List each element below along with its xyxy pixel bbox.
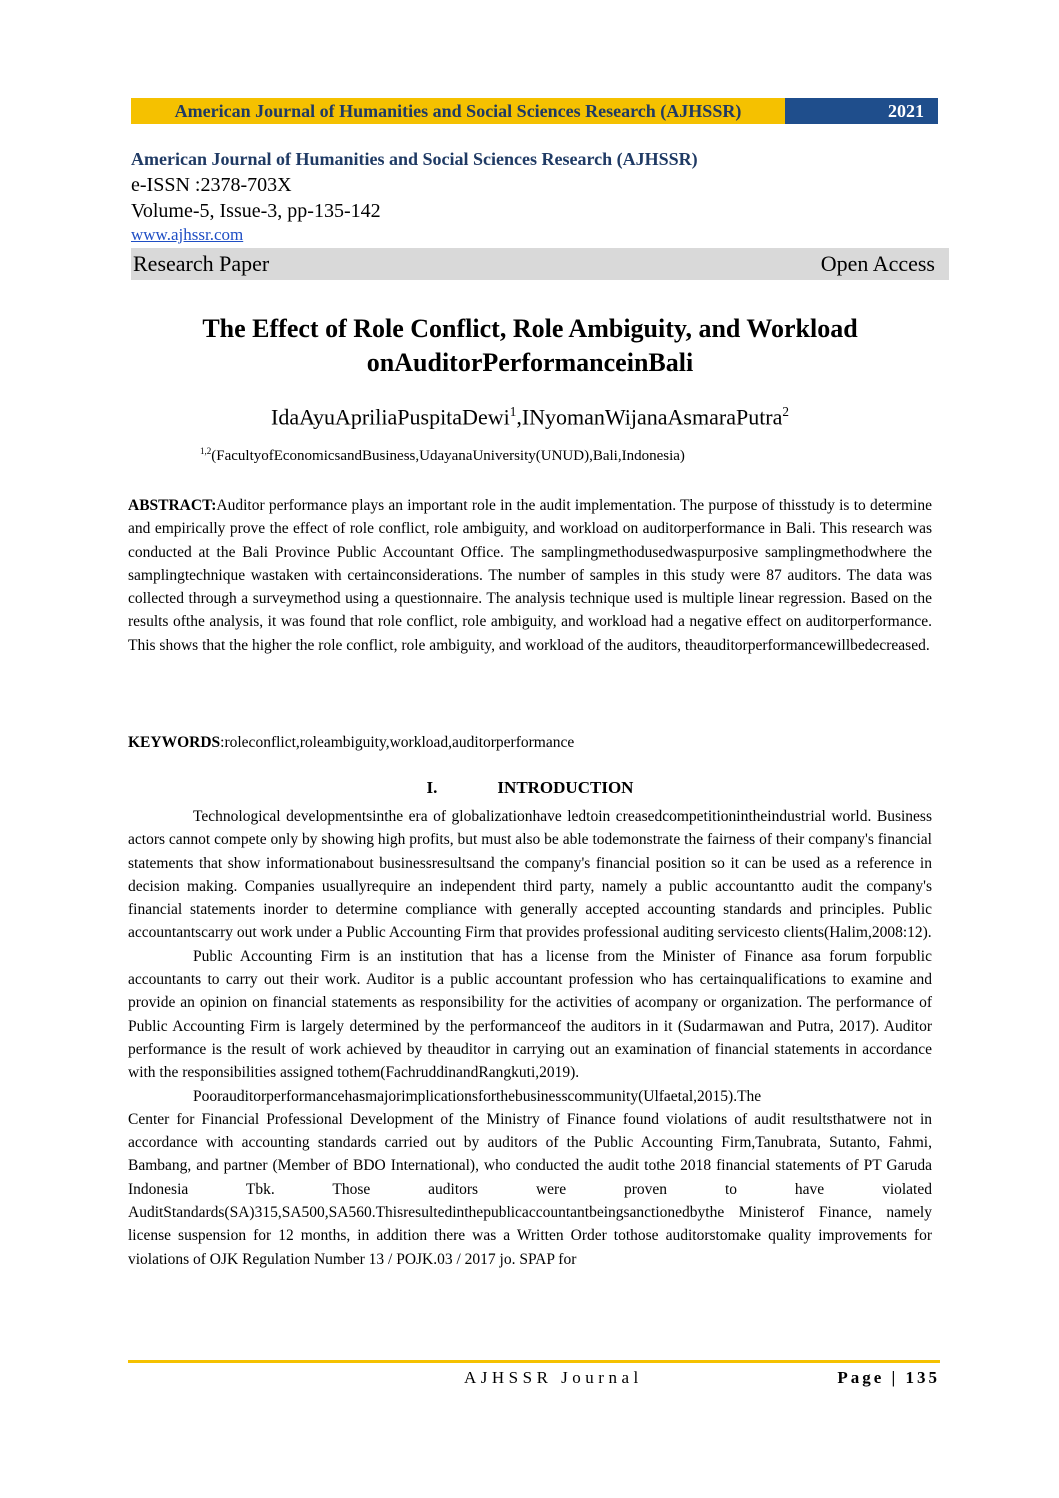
keywords-label: KEYWORDS <box>128 734 221 751</box>
journal-name: American Journal of Humanities and Social Sciences Research (AJHSSR) <box>131 149 698 169</box>
abstract-label: ABSTRACT: <box>128 497 217 514</box>
section-title: INTRODUCTION <box>497 778 634 797</box>
paragraph: Center for Financial Professional Development of the Ministry of Finance found violations of audit resultsthatwere not in accordance with accounting standards carried out by auditors of the Public Accounting Firm,Tanubrata, Sutanto, Fahmi, Bambang, and partner (Member of BDO International), who conducted the audit tothe 2018 financial statements of PT Garuda Indonesia Tbk. Those auditors were proven to have violated AuditStandards(SA)315,SA500,SA560.Thisresultedinthepublicaccountantbeingsanctionedbythe Ministerof Finance, namely license suspension for 12 months, in addition there was a Written Order tothose auditorstomake quality improvements for violations of OJK Regulation Number 13 / POJK.03 / 2017 jo. SPAP for <box>128 1110 932 1268</box>
author-1: IdaAyuApriliaPuspitaDewi <box>271 404 510 430</box>
access-type: Open Access <box>820 251 935 276</box>
abstract-text: Auditor performance plays an important role in the audit implementation. The purpose of thisstudy is to determine and empirically prove the effect of role conflict, role ambiguity, and workload on auditorperformance in Bali. This research was conducted at the Bali Province Public Accountant Office. The samplingmethodusedwaspurposive samplingmethodwhere the samplingtechnique wastaken with certainconsiderations. The number of samples in this study were 87 auditors. The data was collected through a surveymethod using a questionnaire. The analysis technique used is multiple linear regression. Based on the results ofthe analysis, it was found that role conflict, role ambiguity, and workload had a negative effect on auditorperformance. This shows that the higher the role conflict, role ambiguity, and workload of the auditors, theauditorperformancewillbedecreased. <box>128 497 932 654</box>
affiliation <box>200 446 900 465</box>
journal-banner <box>131 98 938 124</box>
section-number: I. <box>426 778 438 797</box>
journal-info <box>131 146 949 280</box>
affiliation-text: (FacultyofEconomicsandBusiness,UdayanaUniversity(UNUD),Bali,Indonesia) <box>211 448 685 464</box>
title-line-1: The Effect of Role Conflict, Role Ambiguity, and Workload <box>202 314 858 343</box>
paper-title <box>120 312 940 380</box>
paragraph: Technological developmentsinthe era of globalizationhave ledtoin creasedcompetitionintheindustrial world. Business actors cannot compete only by showing high profits, but must also be able todemonstrate the fairness of their company's financial statements that show informationabout businessresultsand the company's financial position so it can be used as a reference in decision making. Companies usuallyrequire an independent third party, namely a public accountantto audit the company's financial statements inorder to determine compliance with generally accepted accounting standards and principles. Public accountantscarry out work under a Public Accounting Firm that provides professional auditing servicesto clients(Halim,2008:12). <box>128 808 932 942</box>
affiliation-sup: 1,2 <box>200 446 212 456</box>
footer-rule <box>128 1360 940 1363</box>
banner-year: 2021 <box>785 98 938 124</box>
footer <box>128 1368 940 1392</box>
author-2-sup: 2 <box>782 404 789 419</box>
journal-volume: Volume-5, Issue-3, pp-135-142 <box>131 200 381 222</box>
paragraph: Poorauditorperformancehasmajorimplicationsforthebusinesscommunity(Ulfaetal,2015).The <box>193 1087 762 1105</box>
section-heading <box>128 778 932 798</box>
title-line-2: onAuditorPerformanceinBali <box>366 348 694 377</box>
footer-page-number: Page | 135 <box>837 1368 940 1387</box>
keywords <box>128 731 932 754</box>
authors <box>120 404 940 430</box>
journal-website-link[interactable]: www.ajhssr.com <box>131 225 244 244</box>
keywords-text: :roleconflict,roleambiguity,workload,auditorperformance <box>220 734 575 751</box>
journal-issn: e-ISSN :2378-703X <box>131 174 292 196</box>
banner-journal-name: American Journal of Humanities and Social Sciences Research (AJHSSR) <box>131 98 785 124</box>
abstract <box>128 494 932 657</box>
introduction-body <box>128 805 932 1271</box>
author-2: INyomanWijanaAsmaraPutra <box>521 404 783 430</box>
paper-type-bar <box>131 248 949 280</box>
author-separator: , <box>516 404 522 430</box>
author-1-sup: 1 <box>509 404 517 419</box>
paragraph: Public Accounting Firm is an institution that has a license from the Minister of Finance asa forum forpublic accountants to carry out their work. Auditor is a public accountant profession who has certainqualifications to examine and provide an opinion on financial statements as responsibility for the activities of acompany or organization. The performance of Public Accounting Firm is largely determined by the performanceof the auditors in it (Sudarmawan and Putra, 2017). Auditor performance is the result of work achieved by theauditor in carrying out an examination of financial statements in accordance with the responsibilities assigned tothem(FachruddinandRangkuti,2019). <box>128 947 932 1082</box>
footer-journal: AJHSSR Journal <box>464 1368 643 1387</box>
paper-type: Research Paper <box>133 251 270 276</box>
